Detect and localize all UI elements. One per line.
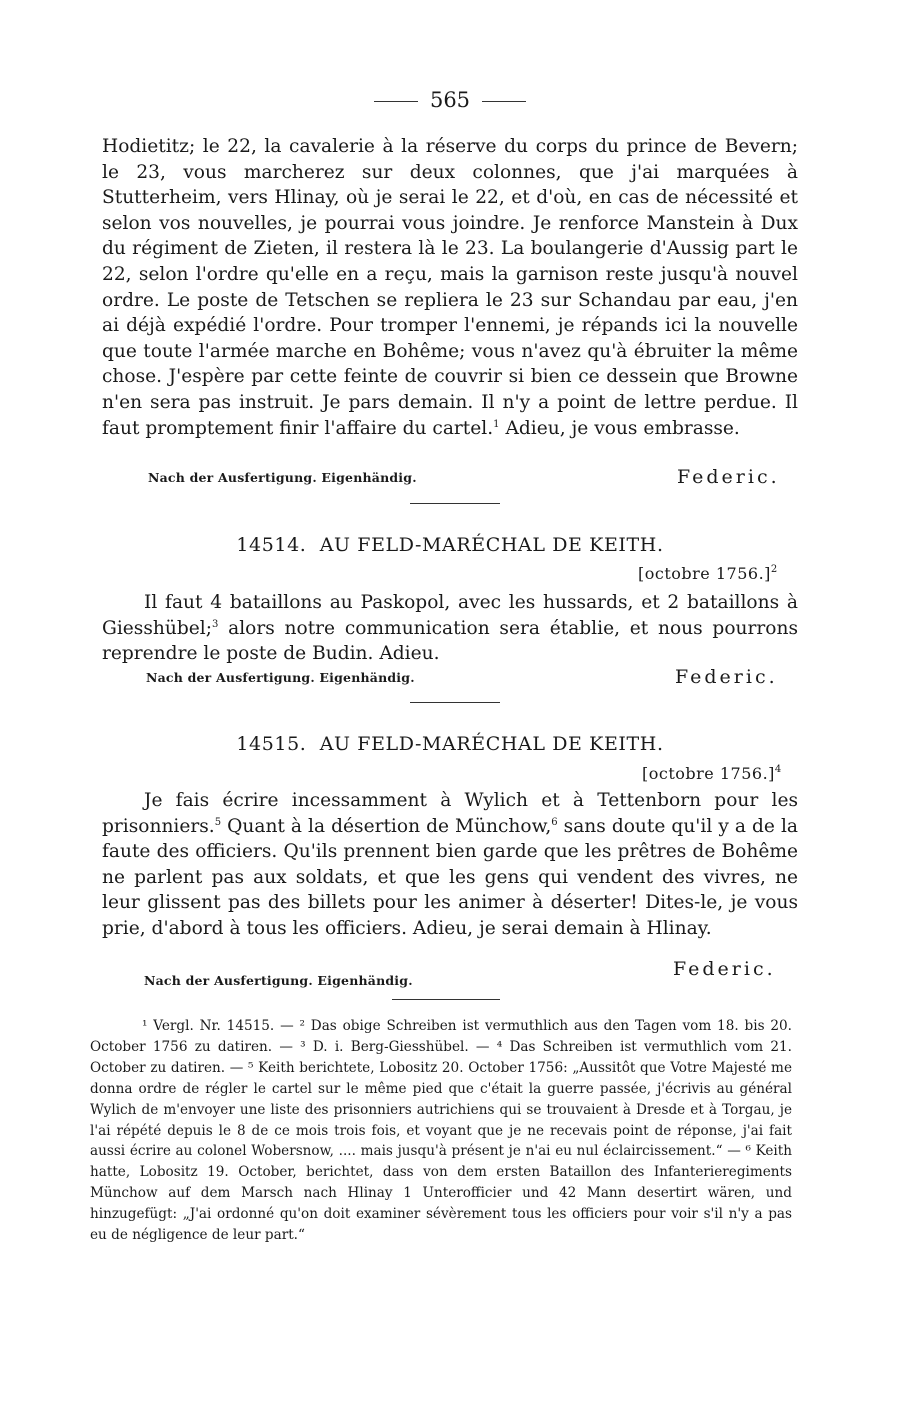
- letter-title: AU FELD-MARÉCHAL DE KEITH.: [319, 733, 664, 755]
- letter-14514-paragraph: [102, 590, 798, 667]
- letter-14514-source: Nach der Ausfertigung. Eigenhändig.: [146, 670, 415, 685]
- footnote-divider: [392, 999, 500, 1000]
- footnote-ref: 2: [770, 564, 778, 575]
- letter-14515-heading: [0, 733, 900, 755]
- letter-14513-paragraph: [102, 134, 798, 441]
- footnote-ref: 5: [214, 816, 222, 828]
- letter-text: Quant à la désertion de Münchow,: [227, 815, 552, 837]
- letter-title: AU FELD-MARÉCHAL DE KEITH.: [319, 534, 664, 556]
- page-number-dash-left: [374, 101, 418, 102]
- letter-14513-source: Nach der Ausfertigung. Eigenhändig.: [148, 470, 417, 485]
- letter-text: sans doute qu'il y a de la faute des officiers. Qu'ils prennent bien garde que les prêtres de Bohême ne parlent pas aux soldats, et que les gens qui vendent des vivres, ne leur glissent pas des billets pour les animer à déserter! Dites-le, je vous prie, d'abord à tous les officiers. Adieu, je serai demain à Hlinay.: [102, 815, 798, 939]
- footnote-ref: 6: [551, 816, 558, 828]
- page-number-dash-right: [482, 101, 526, 102]
- letter-14514-date: [638, 564, 778, 583]
- page-number-text: 565: [429, 88, 471, 112]
- letter-14513-signature: Federic.: [677, 466, 780, 488]
- letter-number: 14515.: [236, 733, 307, 755]
- letter-14514-signature: Federic.: [675, 666, 778, 688]
- letter-date: [octobre 1756.]: [642, 764, 775, 783]
- footnote-ref: 1: [493, 418, 500, 430]
- section-divider: [410, 503, 500, 504]
- letter-14515-date: [642, 764, 782, 783]
- letter-text: Je fais écrire incessamment à Wylich et à Tettenborn pour les prisonniers.: [102, 790, 798, 837]
- letter-14513-closing: Adieu, je vous embrasse.: [505, 417, 740, 439]
- footnotes-text: ¹ Vergl. Nr. 14515. — ² Das obige Schreiben ist vermuthlich aus den Tagen vom 18. bis 20. October 1756 zu datiren. — ³ D. i. Berg-Giesshübel. — ⁴ Das Schreiben ist vermuthlich vom 21. October zu datiren. — ⁵ Keith berichtete, Lobositz 20. October 1756: „Aussitôt que Votre Majesté me donna ordre de régler le cartel sur le même pied que c'était la guerre passée, j'écrivis au général Wylich de m'envoyer une liste des prisonniers autrichiens qui se trouvaient à Dresde et à Torgau, je l'ai répété depuis le 8 de ce mois trois fois, et voyant que je ne recevais point de réponse, j'ai fait aussi écrire au colonel Wobersnow, .... mais jusqu'à présent je n'ai eu nul éclaircissement.“ — ⁶ Keith hatte, Lobositz 19. October, berichtet, dass von dem ersten Bataillon des Infanterieregiments Münchow auf dem Marsch nach Hlinay 1 Unterofficier und 42 Mann desertirt wären, und hinzugefügt: „J'ai ordonné qu'on doit examiner sévèrement tous les officiers pour voir s'il n'y a pas eu de négligence de leur part.“: [90, 1018, 792, 1244]
- letter-14513-text: Hodietitz; le 22, la cavalerie à la réserve du corps du prince de Bevern; le 23, vous marcherez sur deux colonnes, que j'ai marquées à Stutterheim, vers Hlinay, où je serai le 22, et d'où, en cas de nécessité et selon vos nouvelles, je pourrai vous joindre. Je renforce Manstein à Dux du régiment de Zieten, il restera là le 23. La boulangerie d'Aussig part le 22, selon l'ordre qu'elle en a reçu, mais la garnison reste jusqu'à nouvel ordre. Le poste de Tetschen se repliera le 23 sur Schandau par eau, j'en ai déjà expédié l'ordre. Pour tromper l'ennemi, je répands ici la nouvelle que toute l'armée marche en Bohême; vous n'avez qu'à ébruiter la même chose. J'espère par cette feinte de couvrir si bien ce dessein que Browne n'en sera pas instruit. Je pars demain. Il n'y a point de lettre perdue. Il faut promptement finir l'affaire du cartel.: [102, 136, 798, 439]
- letter-date: [octobre 1756.]: [638, 564, 771, 583]
- letter-14515-source: Nach der Ausfertigung. Eigenhändig.: [144, 973, 413, 988]
- footnotes: [90, 1016, 792, 1246]
- letter-14515-paragraph: [102, 788, 798, 942]
- letter-text: alors notre communication sera établie, et nous pourrons reprendre le poste de Budin. Adieu.: [102, 617, 798, 665]
- footnote-ref: 3: [211, 618, 219, 630]
- letter-text: Il faut 4 bataillons au Paskopol, avec les hussards, et 2 bataillons à Giesshübel;: [102, 592, 798, 639]
- section-divider: [410, 702, 500, 703]
- letter-14514-body: [102, 590, 798, 667]
- letter-14515-signature: Federic.: [673, 958, 776, 980]
- letter-14513-body: [102, 134, 798, 441]
- footnote-ref: 4: [774, 764, 782, 775]
- letter-14514-heading: [0, 534, 900, 556]
- letter-14515-body: [102, 788, 798, 942]
- letter-number: 14514.: [236, 534, 307, 556]
- page-number: [0, 88, 900, 112]
